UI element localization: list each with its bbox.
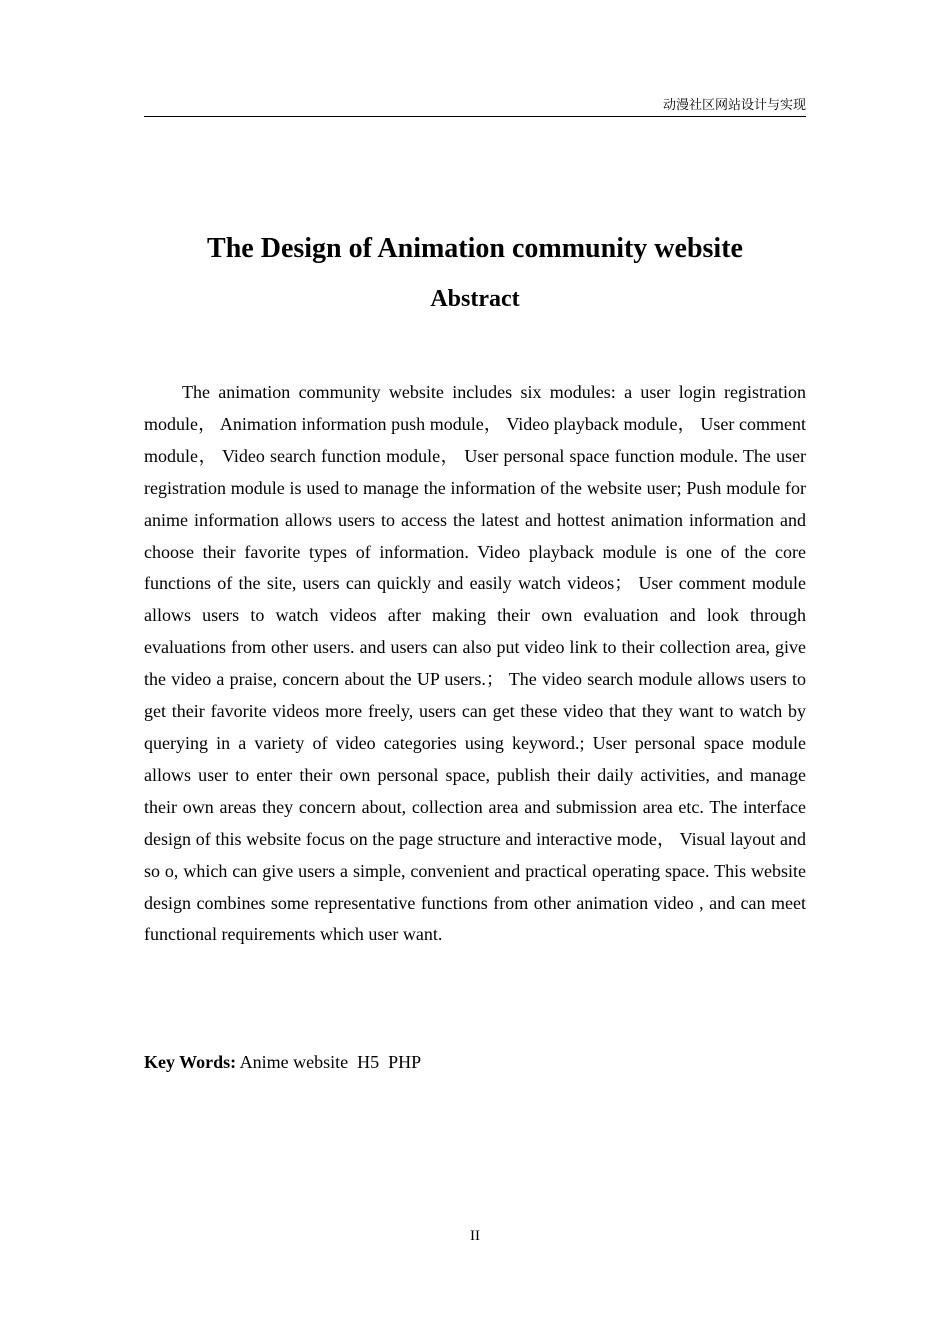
abstract-heading: Abstract	[430, 286, 520, 312]
page-number: II	[470, 1228, 480, 1244]
keywords-value: Anime website H5 PHP	[236, 1052, 422, 1072]
abstract-body: The animation community website includes six modules: a user login registration module， Animation information push module， Video playback module， User comment module， Video search function module， User personal space function module. The user registration module is used to manage the information of the website user; Push module for anime information allows users to access the latest and hottest animation information and choose their favorite types of information. Video playback module is one of the core functions of the site, users can quickly and easily watch videos； User comment module allows users to watch videos after making their own evaluation and look through evaluations from other users. and users can also put video link to their collection area, give the video a praise, concern about the UP users.； The video search module allows users to get their favorite videos more freely, users can get these video that they want to watch by querying in a variety of video categories using keyword.; User personal space module allows user to enter their own personal space, publish their daily activities, and manage their own areas they concern about, collection area and submission area etc. The interface design of this website focus on the page structure and interactive mode， Visual layout and so o, which can give users a simple, convenient and practical operating space. This website design combines some representative functions from other animation video , and can meet functional requirements which user want.	[144, 382, 806, 945]
running-header: 动漫社区网站设计与实现	[144, 96, 806, 117]
paper-title: The Design of Animation community website	[207, 233, 743, 264]
keywords-label: Key Words:	[144, 1052, 237, 1072]
keywords-line	[144, 1048, 806, 1076]
